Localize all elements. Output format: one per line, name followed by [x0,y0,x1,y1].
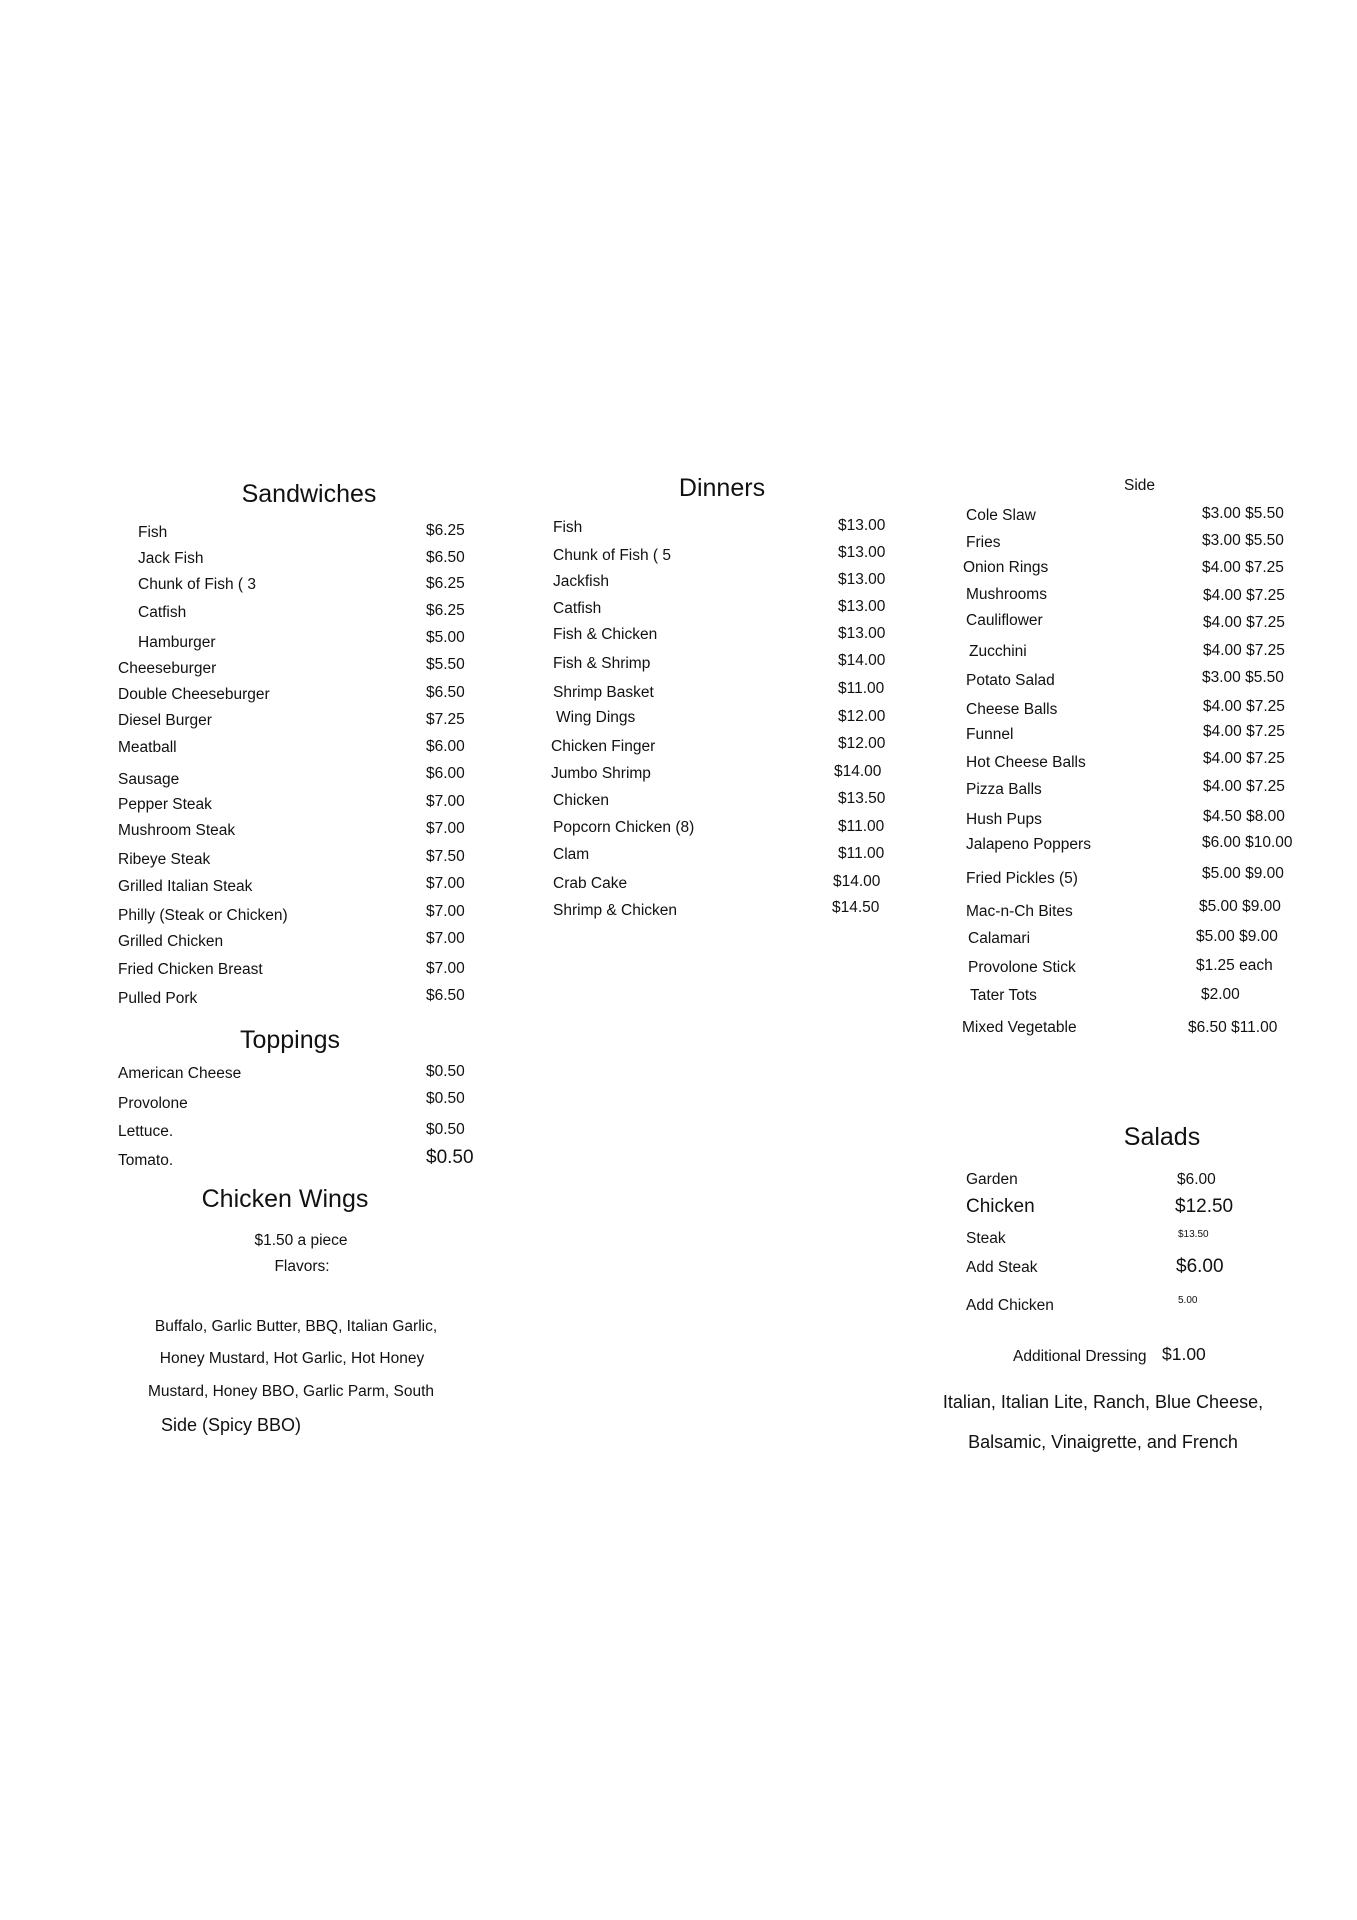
salad-price: $13.50 [1178,1229,1209,1240]
side-price: $4.50 $8.00 [1203,808,1285,825]
dinner-name: Shrimp Basket [553,684,654,701]
dinner-name: Shrimp & Chicken [553,902,678,919]
dinner-name: Fish & Shrimp [553,655,651,672]
salad-name: Add Chicken [966,1297,1054,1314]
sandwich-price: $6.50 [426,549,465,566]
side-name: Fries [966,534,1001,551]
dinner-name: Wing Dings [556,709,636,726]
dinner-name: Clam [553,846,590,863]
sandwich-name: Fish [138,524,168,541]
dinner-price: $12.00 [838,708,886,725]
side-price: $4.00 $7.25 [1203,750,1285,767]
dinner-price: $14.00 [838,652,886,669]
side-name: Tater Tots [970,987,1037,1004]
side-price: $4.00 $7.25 [1203,698,1285,715]
side-name: Mixed Vegetable [962,1019,1077,1036]
additional-dressing-label: Additional Dressing [1013,1348,1147,1365]
dinner-price: $14.00 [834,763,882,780]
side-name: Onion Rings [963,559,1049,576]
side-price: $3.00 $5.50 [1202,505,1284,522]
sandwich-price: $7.00 [426,875,465,892]
topping-name: Provolone [118,1095,188,1112]
dinners-title: Dinners [678,474,766,502]
sandwich-name: Meatball [118,739,177,756]
wings-flavor-line: Buffalo, Garlic Butter, BBQ, Italian Garlic, [154,1318,438,1335]
side-name: Calamari [968,930,1031,947]
dinner-price: $14.00 [833,873,881,890]
dinner-name: Crab Cake [553,875,628,892]
sandwich-name: Pulled Pork [118,990,198,1007]
sandwich-price: $6.25 [426,522,465,539]
sandwich-price: $5.00 [426,629,465,646]
sandwich-name: Fried Chicken Breast [118,961,263,978]
sandwich-price: $7.25 [426,711,465,728]
sandwich-name: Grilled Italian Steak [118,878,253,895]
sandwich-price: $6.25 [426,575,465,592]
sandwich-name: Sausage [118,771,180,788]
sandwich-name: Grilled Chicken [118,933,224,950]
sandwich-name: Diesel Burger [118,712,212,729]
side-price: $6.00 $10.00 [1202,834,1293,851]
side-name: Potato Salad [966,672,1055,689]
additional-dressing-price: $1.00 [1162,1344,1206,1364]
dinner-price: $13.00 [838,625,886,642]
dinner-name: Chicken [553,792,609,809]
sandwich-price: $7.00 [426,930,465,947]
topping-price: $0.50 [426,1121,465,1138]
topping-price: $0.50 [426,1063,465,1080]
sandwich-name: Pepper Steak [118,796,212,813]
side-price: $4.00 $7.25 [1203,723,1285,740]
salad-name: Chicken [966,1196,1035,1217]
side-price: $5.00 $9.00 [1196,928,1278,945]
dinner-price: $12.00 [838,735,886,752]
dressing-options-line: Italian, Italian Lite, Ranch, Blue Cheese, [942,1392,1264,1412]
dinner-name: Jumbo Shrimp [551,765,651,782]
sandwich-price: $6.50 [426,987,465,1004]
side-price: $5.00 $9.00 [1202,865,1284,882]
dinner-price: $14.50 [832,899,880,916]
sandwich-price: $6.25 [426,602,465,619]
dinner-name: Catfish [553,600,602,617]
wings-price-line: $1.50 a piece [254,1232,348,1249]
side-price: $4.00 $7.25 [1203,587,1285,604]
sandwich-name: Double Cheeseburger [118,686,270,703]
side-price: $4.00 $7.25 [1203,778,1285,795]
sandwich-name: Hamburger [138,634,216,651]
sandwich-name: Catfish [138,604,187,621]
topping-price: $0.50 [426,1090,465,1107]
sandwich-price: $7.00 [426,820,465,837]
side-name: Pizza Balls [966,781,1042,798]
sandwich-name: Chunk of Fish ( 3 [138,576,257,593]
sandwich-price: $7.50 [426,848,465,865]
dinner-price: $13.00 [838,571,886,588]
sandwich-price: $6.00 [426,738,465,755]
salad-name: Steak [966,1230,1006,1247]
dinner-name: Fish [553,519,583,536]
dinner-name: Jackfish [553,573,609,590]
side-price: $5.00 $9.00 [1199,898,1281,915]
toppings-title: Toppings [239,1026,341,1054]
topping-name: American Cheese [118,1065,242,1082]
side-price: $3.00 $5.50 [1202,669,1284,686]
sandwich-name: Ribeye Steak [118,851,211,868]
dinner-price: $11.00 [838,818,885,835]
sandwich-price: $6.50 [426,684,465,701]
side-name: Fried Pickles (5) [966,870,1078,887]
side-name: Cauliflower [966,612,1043,629]
wings-flavor-line: Side (Spicy BBO) [160,1415,302,1435]
dinner-name: Popcorn Chicken (8) [553,819,695,836]
sandwich-price: $5.50 [426,656,465,673]
dinner-price: $13.00 [838,598,886,615]
side-name: Mushrooms [966,586,1047,603]
dinner-price: $11.00 [838,680,885,697]
salad-price: 5.00 [1178,1295,1198,1306]
sandwich-price: $7.00 [426,960,465,977]
side-name: Provolone Stick [968,959,1076,976]
salad-price: $6.00 [1176,1256,1224,1277]
side-name: Zucchini [969,643,1027,660]
sandwich-name: Jack Fish [138,550,204,567]
dinner-name: Chunk of Fish ( 5 [553,547,672,564]
chicken-wings-title: Chicken Wings [201,1185,369,1213]
side-name: Hush Pups [966,811,1042,828]
dinner-name: Fish & Chicken [553,626,658,643]
dinner-name: Chicken Finger [551,738,656,755]
salad-name: Add Steak [966,1259,1038,1276]
dinner-price: $13.00 [838,517,886,534]
salad-price: $12.50 [1175,1196,1234,1217]
salad-price: $6.00 [1177,1171,1216,1188]
sandwich-price: $7.00 [426,903,465,920]
salad-name: Garden [966,1171,1018,1188]
dinner-price: $11.00 [838,845,885,862]
topping-name: Tomato. [118,1152,174,1169]
side-price: $3.00 $5.50 [1202,532,1284,549]
side-price: $4.00 $7.25 [1203,614,1285,631]
side-title: Side [1124,477,1156,494]
side-name: Cheese Balls [966,701,1058,718]
wings-flavors-label: Flavors: [274,1258,330,1275]
side-price: $4.00 $7.25 [1203,642,1285,659]
dinner-price: $13.00 [838,544,886,561]
sandwiches-title: Sandwiches [241,480,377,508]
dinner-price: $13.50 [838,790,886,807]
side-price: $4.00 $7.25 [1202,559,1284,576]
sandwich-name: Cheeseburger [118,660,217,677]
sandwich-name: Philly (Steak or Chicken) [118,907,288,924]
side-name: Jalapeno Poppers [966,836,1091,853]
side-name: Cole Slaw [966,507,1036,524]
wings-flavor-line: Mustard, Honey BBO, Garlic Parm, South [148,1383,434,1400]
side-name: Hot Cheese Balls [966,754,1086,771]
topping-name: Lettuce. [118,1123,174,1140]
side-price: $1.25 each [1196,957,1273,974]
sandwich-price: $6.00 [426,765,465,782]
side-name: Mac-n-Ch Bites [966,903,1073,920]
side-name: Funnel [966,726,1014,743]
side-price: $6.50 $11.00 [1188,1019,1278,1036]
sandwich-name: Mushroom Steak [118,822,236,839]
sandwich-price: $7.00 [426,793,465,810]
salads-title: Salads [1123,1123,1201,1151]
topping-price: $0.50 [426,1147,474,1168]
dressing-options-line: Balsamic, Vinaigrette, and French [968,1432,1238,1452]
wings-flavor-line: Honey Mustard, Hot Garlic, Hot Honey [159,1350,425,1367]
side-price: $2.00 [1201,986,1240,1003]
